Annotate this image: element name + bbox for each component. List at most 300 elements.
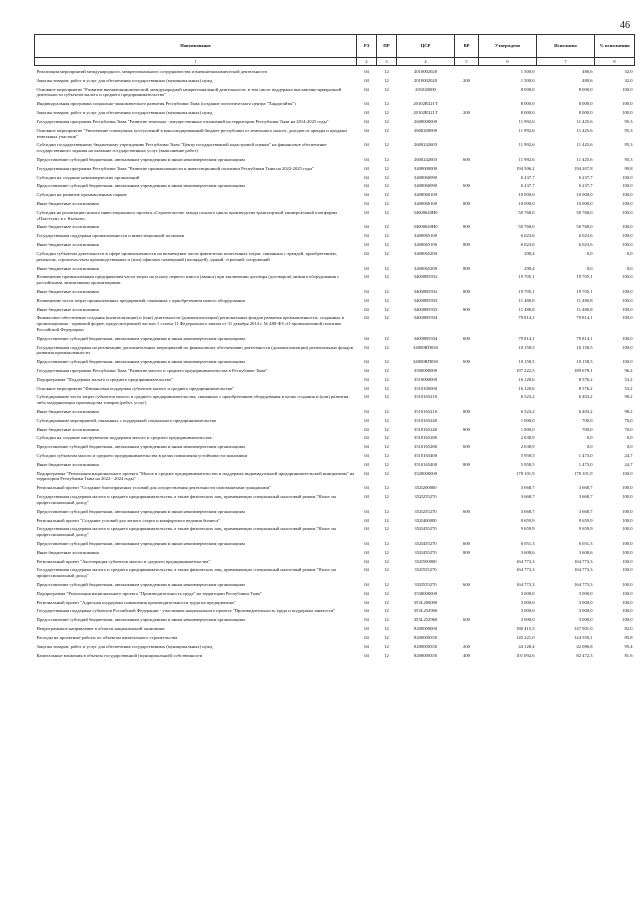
table-cell: 04 (364, 118, 369, 124)
table-body (35, 66, 635, 659)
table-cell (455, 523, 479, 538)
table-cell: 19 705,1 (518, 274, 535, 280)
table-row (35, 198, 635, 207)
table-cell: 9 659,9 (578, 517, 593, 523)
table-cell: 04 (364, 470, 369, 476)
table-row (35, 506, 635, 515)
table-cell: 6 523,2 (520, 394, 535, 400)
table-cell: 6 403,2 (578, 408, 593, 414)
table-cell: 12 (384, 265, 389, 271)
table-cell: 6 237,7 (578, 174, 593, 180)
table-cell: 79 814,1 (576, 315, 593, 321)
table-cell (455, 139, 479, 154)
table-cell: Субсидия на реализацию нового инвестиционного проекта «Строительство завода полного цикла производства транспортной универсальной платформы «Пласттун» в г. Кызыле» (36, 209, 338, 221)
table-cell: 352I255270 (414, 508, 437, 514)
table-cell: 8200000350 (414, 634, 437, 640)
table-cell: 6 237,7 (578, 183, 593, 189)
table-cell: 12 (384, 461, 389, 467)
table-cell: 3400060100 (414, 201, 437, 207)
table-cell: 50 768,0 (576, 209, 593, 215)
table-cell: 3510165400 (414, 453, 437, 459)
table-cell (455, 382, 479, 391)
table-cell: 98,2 (624, 408, 633, 414)
table-cell: 164 773,3 (516, 567, 535, 573)
table-cell: 95,3 (624, 156, 633, 162)
table-cell: 12 (384, 643, 389, 649)
table-cell: 12 (384, 494, 389, 500)
table-cell: 6 051,3 (520, 540, 535, 546)
table-cell: 194 207,8 (574, 165, 593, 171)
budget-table (34, 34, 635, 658)
table-cell: Подпрограмма "Реализация национального проекта "Малое и среднее предпринимательство и поддержка индивидуальной предпринимательской инициативы" на территории Республики Тыва на 2022 - 2024 годы" (36, 470, 355, 482)
table-cell: 178 101,9 (574, 470, 593, 476)
table-cell: 12 (384, 209, 389, 215)
table-cell: 100,0 (622, 508, 633, 514)
column-number: 7 (537, 58, 595, 66)
table-cell: 32,0 (624, 77, 633, 83)
table-cell: 2010002020 (414, 69, 437, 75)
table-row (35, 116, 635, 125)
table-cell (455, 84, 479, 99)
table-row (35, 295, 635, 304)
table-cell: 8 000,0 (520, 110, 535, 116)
table-row (35, 382, 635, 391)
table-cell: Субсидии на развитие промышленных парков (36, 192, 127, 198)
table-cell: 12 (384, 394, 389, 400)
table-cell: Иные бюджетные ассигнования (36, 224, 99, 230)
table-cell: 24,7 (624, 453, 633, 459)
table-cell: 12 (384, 526, 389, 532)
table-cell: 800 (463, 242, 470, 248)
table-cell: 100,0 (622, 274, 633, 280)
table-cell (455, 491, 479, 506)
table-cell: Капитальные вложения в объекты государственной (муниципальной) собственности (36, 652, 203, 658)
table-cell: 6 403,2 (578, 394, 593, 400)
table-cell: 100,0 (622, 174, 633, 180)
table-cell: Субсидирование мероприятий, связанных с поддержкой социального предпринимательства (36, 417, 217, 423)
table-cell: 600 (463, 581, 470, 587)
table-cell: Реализация мероприятий международного, межрегионального сотрудничества и внешнеэкономической деятельности (36, 69, 268, 75)
table-cell: 10 000,0 (518, 192, 535, 198)
table-cell: 34000R5932 (413, 274, 438, 280)
table-row (35, 450, 635, 459)
table-cell: 11 425,6 (576, 127, 593, 133)
table-cell: 12 (384, 367, 389, 373)
table-cell: 480,6 (582, 69, 593, 75)
table-row (35, 547, 635, 556)
table-row (35, 632, 635, 641)
table-cell: 34000RП030 (413, 359, 438, 365)
table-cell: 800 (463, 461, 470, 467)
table-row (35, 432, 635, 441)
table-cell: 04 (364, 77, 369, 83)
table-cell: 2600242603 (414, 156, 437, 162)
table-cell: 200 (463, 110, 470, 116)
table-cell: 11 480,8 (576, 297, 593, 303)
table-cell: 145 221,0 (516, 634, 535, 640)
table-cell: 6 237,7 (520, 174, 535, 180)
table-cell: 200 (463, 643, 470, 649)
table-cell: 600 (463, 508, 470, 514)
table-cell: 2 638,9 (520, 444, 535, 450)
table-cell: 100,0 (622, 335, 633, 341)
table-cell: 10 000,0 (576, 192, 593, 198)
table-cell: 100,0 (622, 233, 633, 239)
table-cell: 96,2 (624, 367, 633, 373)
table-cell: 12 (384, 315, 389, 321)
table-cell: 11 992,6 (518, 127, 535, 133)
table-cell: 12 (384, 549, 389, 555)
table-cell: 164 773,3 (516, 581, 535, 587)
table-cell: 3510165400 (414, 461, 437, 467)
table-row (35, 262, 635, 271)
table-cell: 3 668,7 (520, 494, 535, 500)
table-cell: 12 (384, 165, 389, 171)
table-cell: 400 (463, 652, 470, 658)
table-cell: 04 (364, 485, 369, 491)
table-cell: 95,3 (624, 127, 633, 133)
table-cell: 800 (463, 408, 470, 414)
table-cell: 70,0 (624, 417, 633, 423)
table-cell: 800 (463, 426, 470, 432)
column-number: 2 (357, 58, 377, 66)
table-cell: Субсидии на создание некоммерческих организаций (36, 174, 140, 180)
table-cell (455, 116, 479, 125)
table-cell: 100,0 (622, 558, 633, 564)
table-cell: 3 668,7 (520, 485, 535, 491)
table-row (35, 365, 635, 374)
table-cell: 04 (364, 110, 369, 116)
table-cell: 70,0 (624, 426, 633, 432)
table-cell (455, 588, 479, 597)
table-cell: 800 (463, 201, 470, 207)
column-header: ЦСР (397, 35, 455, 58)
table-cell: 2600242603 (414, 142, 437, 148)
table-cell: 164 773,3 (574, 567, 593, 573)
table-cell: 352I255270 (414, 494, 437, 500)
table-row (35, 303, 635, 312)
table-cell: Субсидии на создание инструментов поддержки малого и среднего предпринимательства (36, 435, 212, 441)
table-cell: 352I455270 (414, 526, 437, 532)
table-cell: 8200000350 (414, 643, 437, 649)
table-cell: 1 500,0 (520, 69, 535, 75)
table-cell: Субсидии государственному бюджетному учреждению Республики Тыва "Центр государственной кадастровой оценки" на финансовое обеспечение государственного задания на оказание государственных услуг (выполнение работ) (36, 142, 327, 154)
table-cell: Иные бюджетные ассигнования (36, 426, 99, 432)
table-cell: 42 086,8 (576, 643, 593, 649)
table-row (35, 107, 635, 116)
table-cell: 600 (463, 359, 470, 365)
table-cell: 04 (364, 156, 369, 162)
table-cell: 700,0 (582, 417, 593, 423)
table-row (35, 356, 635, 365)
table-cell: 11 480,8 (576, 306, 593, 312)
table-cell: 04 (364, 344, 369, 350)
table-cell: 353L200000 (413, 599, 438, 605)
table-cell (455, 207, 479, 222)
column-header: Утверждено (479, 35, 537, 58)
table-cell: 352I500000 (414, 558, 437, 564)
table-cell (455, 248, 479, 263)
table-cell (455, 555, 479, 564)
table-cell: 11 992,6 (518, 118, 535, 124)
table-cell: 480,6 (582, 77, 593, 83)
table-cell: 04 (364, 315, 369, 321)
table-cell: 6 051,3 (578, 540, 593, 546)
table-cell: 0,0 (626, 435, 633, 441)
table-cell: 04 (364, 408, 369, 414)
table-cell (455, 391, 479, 406)
table-cell: 04 (364, 453, 369, 459)
table-cell (455, 341, 479, 356)
table-cell: 100,0 (622, 209, 633, 215)
table-cell: 3510165240 (414, 426, 437, 432)
table-cell: 04 (364, 540, 369, 546)
table-row (35, 374, 635, 383)
table-cell: 3400065200 (414, 265, 437, 271)
table-cell: 8200000350 (414, 652, 437, 658)
table-cell: 12 (384, 558, 389, 564)
table-cell: Финансовое обеспечение создания (капитализации) и (или) деятельности (докапитализации) региональных фондов развития промышленности, созданных в организационно - правовой форме, предусмотренной частью 1 статьи 11 Федерального закона от 31 декабря 2014 г. № 488-ФЗ «О промышленной политике Российской Федерации» (36, 315, 344, 332)
table-cell: 95,3 (624, 118, 633, 124)
table-cell: 164 773,3 (574, 581, 593, 587)
table-cell (455, 365, 479, 374)
table-cell: 04 (364, 376, 369, 382)
table-cell: 3510165210 (414, 394, 437, 400)
table-cell: Региональный проект "Адресная поддержка повышения производительности труда на предприятиях" (36, 599, 236, 605)
table-cell: Подпрограмма "Поддержка малого и среднего предпринимательства" (36, 376, 173, 382)
table-cell: Субсидии субъектам малого и среднего предпринимательства в целях повышения устойчивости экономики (36, 453, 248, 459)
table-cell: 6 023,6 (578, 233, 593, 239)
table-cell: 19 705,1 (518, 288, 535, 294)
table-row (35, 312, 635, 332)
table-cell: 3510165210 (414, 408, 437, 414)
table-cell: 16 120,6 (518, 376, 535, 382)
table-row (35, 459, 635, 468)
table-cell: 100,0 (622, 201, 633, 207)
table-cell: 04 (364, 288, 369, 294)
table-cell: 04 (364, 567, 369, 573)
table-cell: 10 158,5 (576, 359, 593, 365)
table-cell: 6 023,6 (578, 242, 593, 248)
table-row (35, 207, 635, 222)
table-header-row (35, 35, 635, 58)
table-cell: 32,0 (624, 69, 633, 75)
table-cell: Закупка товаров, работ и услуг для обеспечения государственных (муниципальных) нужд (36, 110, 213, 116)
table-cell: 04 (364, 101, 369, 107)
table-cell: Предоставление субсидий бюджетным, автономным учреждениям и иным некоммерческим организациям (36, 359, 245, 365)
table-cell: 8 576,2 (578, 376, 593, 382)
table-cell: Субсидии субъектам деятельности в сфере промышленности на возмещение части фактически понесенных затрат, связанных с арендой, приобретением, ремонтом, строительством производственных и (или) офисных помещений (площадей), зданий, строений, сооружений (36, 250, 337, 262)
table-row (35, 221, 635, 230)
table-cell: 3510000000 (414, 376, 437, 382)
table-cell: 79 814,1 (576, 335, 593, 341)
table-cell (455, 482, 479, 491)
table-cell: 3 668,7 (578, 508, 593, 514)
table-cell: 352I555270 (414, 567, 437, 573)
table-cell (455, 632, 479, 641)
table-cell: Непрограммное направление в области национальной экономики (36, 626, 165, 632)
table-cell: 12 (384, 110, 389, 116)
table-cell: 353L252960 (413, 617, 438, 623)
table-cell: 12 (384, 599, 389, 605)
table-cell: 34000R5932 (413, 288, 438, 294)
table-cell: 11 480,8 (518, 306, 535, 312)
table-cell: 10 000,0 (576, 201, 593, 207)
table-cell: 04 (364, 426, 369, 432)
column-header: Наименование (35, 35, 357, 58)
table-cell: 164 773,3 (574, 558, 593, 564)
table-cell: 6 023,6 (520, 242, 535, 248)
table-cell: 11 992,6 (518, 142, 535, 148)
table-row (35, 538, 635, 547)
table-cell: 04 (364, 183, 369, 189)
table-cell: 3510165280 (414, 435, 437, 441)
table-cell: 100,0 (622, 192, 633, 198)
table-cell: Иные бюджетные ассигнования (36, 242, 99, 248)
table-row (35, 441, 635, 450)
table-row (35, 415, 635, 424)
table-cell: 12 (384, 652, 389, 658)
table-cell: 12 (384, 288, 389, 294)
table-row (35, 84, 635, 99)
column-number: 1 (35, 58, 357, 66)
table-cell (455, 66, 479, 75)
table-cell: Субсидирование части затрат субъектов малого и среднего предпринимательства, связанных с приобретением оборудования в целях создания и (или) развития либо модернизации производства товаров (работ, услуг) (36, 394, 349, 406)
table-cell: 11 425,6 (576, 118, 593, 124)
table-cell: 20102R321T (413, 110, 438, 116)
table-cell: 50 768,0 (576, 224, 593, 230)
table-cell: 0,0 (586, 250, 593, 256)
table-cell: 3400060100 (414, 192, 437, 198)
table-cell: 04 (364, 174, 369, 180)
table-cell: 10 158,5 (518, 359, 535, 365)
table-cell: Иные бюджетные ассигнования (36, 288, 99, 294)
table-cell: 298,4 (524, 250, 535, 256)
table-cell: 04 (364, 224, 369, 230)
table-cell: 04 (364, 634, 369, 640)
table-cell: 0,0 (626, 250, 633, 256)
table-cell: Иные бюджетные ассигнования (36, 306, 99, 312)
table-cell: 3 668,7 (578, 494, 593, 500)
table-cell: 100,0 (622, 101, 633, 107)
table-cell: 353L252960 (413, 608, 438, 614)
table-cell: 04 (364, 444, 369, 450)
table-cell: 12 (384, 408, 389, 414)
table-cell: 100,0 (622, 567, 633, 573)
table-cell: 34000R5933 (413, 297, 438, 303)
table-row (35, 623, 635, 632)
table-cell: 100,0 (622, 599, 633, 605)
table-row (35, 98, 635, 107)
table-cell: 3 000,0 (520, 590, 535, 596)
table-cell (455, 189, 479, 198)
table-cell: 34000R5933 (413, 306, 438, 312)
table-cell: Предоставление субсидий бюджетным, автономным учреждениям и иным некоммерческим организациям (36, 540, 245, 546)
table-cell: 3 000,0 (520, 608, 535, 614)
table-cell: 04 (364, 242, 369, 248)
table-cell: 04 (364, 652, 369, 658)
table-cell: 12 (384, 517, 389, 523)
table-cell: 3400060090 (414, 183, 437, 189)
table-row (35, 163, 635, 172)
table-cell: 8 000,0 (520, 101, 535, 107)
table-cell: Предоставление субсидий бюджетным, автономным учреждениям и иным некоммерческим организациям (36, 183, 245, 189)
table-cell: 12 (384, 274, 389, 280)
table-cell: Предоставление субсидий бюджетным, автономным учреждениям и иным некоммерческим организациям (36, 508, 245, 514)
table-cell: 600 (463, 444, 470, 450)
table-cell: Индивидуальная программа социально-экономического развития Республики Тыва (создание логистического центра "Хандагайты") (36, 101, 296, 107)
table-cell: 3 000,0 (520, 617, 535, 623)
table-cell: 04 (364, 165, 369, 171)
table-cell: 12 (384, 233, 389, 239)
table-row (35, 555, 635, 564)
table-cell: 100,0 (622, 306, 633, 312)
table-cell (455, 271, 479, 286)
table-cell: Государственная поддержка малого и среднего предпринимательства, а также физических лиц, применяющих специальный налоговый режим "Налог на профессиональный доход" (36, 567, 336, 579)
table-cell: 0,0 (626, 265, 633, 271)
table-cell (455, 597, 479, 606)
table-cell: 298,4 (524, 265, 535, 271)
table-row (35, 230, 635, 239)
table-cell: 95,4 (624, 643, 633, 649)
table-cell: 44 128,4 (518, 643, 535, 649)
table-cell: 5 958,5 (520, 453, 535, 459)
table-cell: 20102R321T (413, 101, 438, 107)
table-cell (455, 171, 479, 180)
table-cell: Предоставление субсидий бюджетным, автономным учреждениям и иным некоммерческим организациям (36, 156, 245, 162)
table-cell: 34000RП030 (413, 344, 438, 350)
table-cell (455, 312, 479, 332)
table-cell: 3400000000 (414, 165, 437, 171)
table-cell: 0,0 (586, 435, 593, 441)
table-row (35, 468, 635, 483)
table-cell: Предоставление субсидий бюджетным, автономным учреждениям и иным некоммерческим организациям (36, 617, 245, 623)
table-cell: 12 (384, 608, 389, 614)
table-cell: 10 000,0 (518, 201, 535, 207)
table-cell: 04 (364, 367, 369, 373)
table-cell: 11 425,6 (576, 156, 593, 162)
table-cell: 100,0 (622, 526, 633, 532)
table-cell: 100,0 (622, 359, 633, 365)
table-cell: 600 (463, 183, 470, 189)
table-cell: 352I455270 (414, 540, 437, 546)
table-cell (455, 432, 479, 441)
table-row (35, 125, 635, 140)
table-cell: 82 472,3 (576, 652, 593, 658)
table-cell: 12 (384, 444, 389, 450)
table-cell: Государственная поддержка промышленности и инвестиционной политики (36, 233, 185, 239)
table-cell: 12 (384, 250, 389, 256)
table-row (35, 514, 635, 523)
column-header: РЗ (357, 35, 377, 58)
table-cell: 12 (384, 376, 389, 382)
table-cell: Государственная поддержка малого и среднего предпринимательства, а также физических лиц, применяющих специальный налоговый режим "Налог на профессиональный доход" (36, 494, 336, 505)
table-cell: 100,0 (622, 549, 633, 555)
table-cell (455, 564, 479, 579)
table-row (35, 75, 635, 84)
table-cell: 3 000,0 (578, 599, 593, 605)
table-cell: 9 659,9 (520, 517, 535, 523)
table-cell: 12 (384, 626, 389, 632)
table-row (35, 139, 635, 154)
table-cell: 79 814,1 (518, 335, 535, 341)
table-cell: Региональный проект "Создание благоприятных условий для осуществления деятельности самозанятыми гражданами" (36, 485, 272, 491)
table-cell: 189 678,1 (574, 367, 593, 373)
table-cell: 600 (463, 617, 470, 623)
column-number: 6 (479, 58, 537, 66)
table-cell: 100,0 (622, 608, 633, 614)
table-cell: 12 (384, 174, 389, 180)
